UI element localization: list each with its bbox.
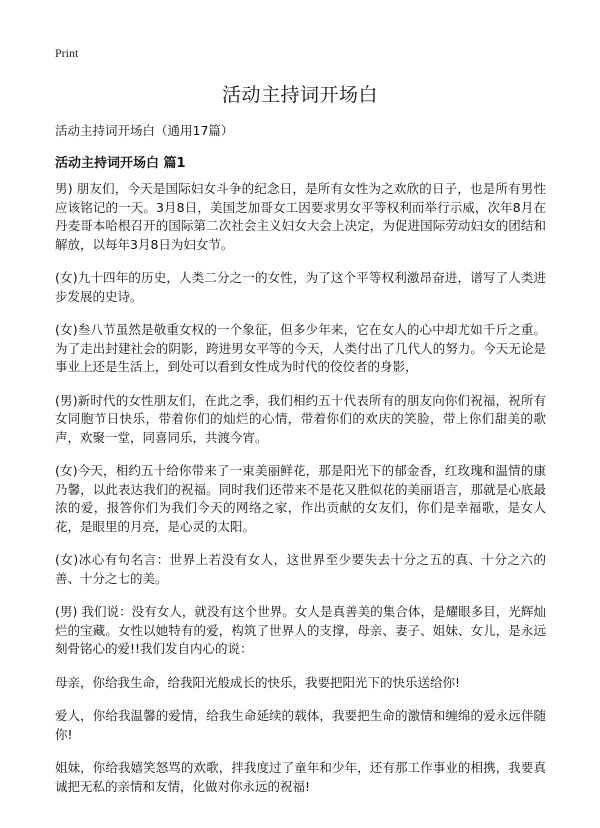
paragraph-3: (女)叁八节虽然是敬重女权的一个象征，但多少年来，它在女人的心中却尤如千斤之重。为了走出封建社会的阴影，跨进男女平等的今天，人类付出了几代人的努力。今天无论是事业上还是生活上，到处可以看到女性成为时代的佼佼者的身影， (55, 322, 546, 374)
paragraph-1: 男) 朋友们，今天是国际妇女斗争的纪念日，是所有女性为之欢欣的日子，也是所有男性应该铭记的一天。3月8日，美国芝加哥女工因要求男女平等权利而举行示威，次年8月在丹麦哥本哈根召开的国际第二次社会主义妇女大会上决定，为促进国际劳动妇女的团结和解放，以每年3月8日为妇女节。 (55, 181, 546, 252)
paragraph-5: (女)今天，相约五十给你带来了一束美丽鲜花，那是阳光下的郁金香，红玫瑰和温情的康乃馨，以此表达我们的祝福。同时我们还带来不是花又胜似花的美丽语言，那就是心底最浓的爱，报答你们为我们今天的网络之家，作出贡献的女友们，你们是幸福歌，是女人花，是眼里的月亮，是心灵的太阳。 (55, 463, 546, 534)
article-body (55, 180, 546, 811)
paragraph-4: (男)新时代的女性朋友们，在此之季，我们相约五十代表所有的朋友向你们祝福，祝所有女同胞节日快乐，带着你们的灿烂的心情，带着你们的欢庆的笑脸，带上你们甜美的歌声，欢聚一堂，同喜同乐，共渡今宵。 (55, 392, 546, 445)
page-title: 活动主持词开场白 (221, 84, 378, 106)
print-link[interactable]: Print (55, 46, 79, 60)
section-heading: 活动主持词开场白 篇1 (55, 156, 186, 171)
paragraph-10: 姐妹，你给我嬉笑怒骂的欢歌，拌我度过了童年和少年，还有那工作事业的相携，我要真诚把无私的亲情和友情，化做对你永远的祝福! (55, 760, 546, 794)
document-subtitle: 活动主持词开场白（通用17篇） (55, 123, 234, 138)
paragraph-7: (男) 我们说：没有女人，就没有这个世界。女人是真善美的集合体，是耀眼多目，光辉灿烂的宝藏。女性以她特有的爱，构筑了世界人的支撑，母亲、妻子、姐妹、女儿，是永远刻骨铭心的爱!!我们发自内心的说： (55, 604, 546, 656)
paragraph-8: 母亲，你给我生命，给我阳光般成长的快乐，我要把阳光下的快乐送给你! (55, 674, 461, 690)
paragraph-2: (女)九十四年的历史，人类二分之一的女性，为了这个平等权利激昂奋进，谱写了人类进步发展的史诗。 (55, 270, 546, 304)
paragraph-9: 爱人，你给我温馨的爱情，给我生命延续的载体，我要把生命的激情和缠绵的爱永远伴随 你! (55, 708, 546, 742)
paragraph-6: (女)冰心有句名言：世界上若没有女人，这世界至少要失去十分之五的真、十分之六的善、十分之七的美。 (55, 552, 546, 586)
